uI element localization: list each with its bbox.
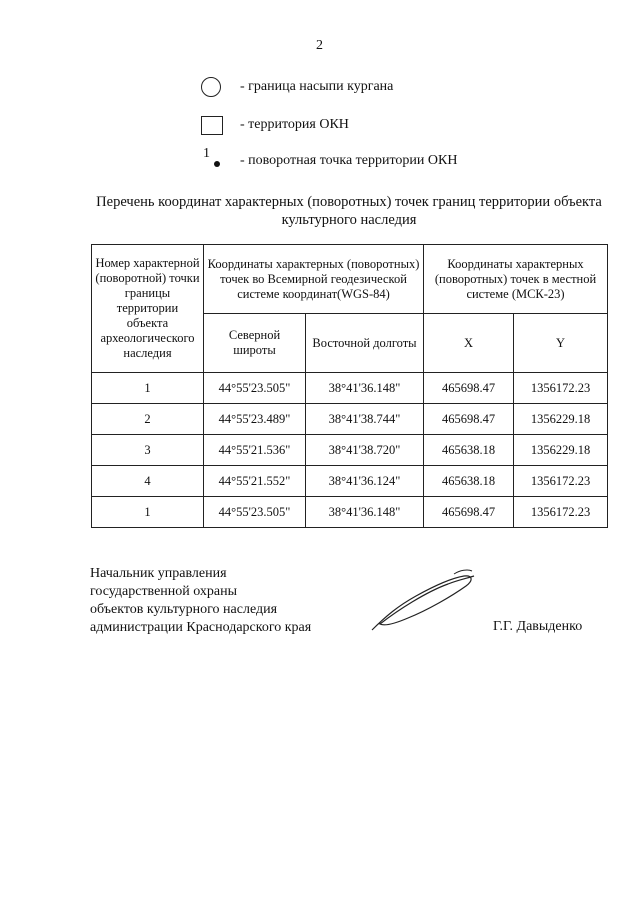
cell-latitude: 44°55'21.536" [204,435,306,466]
circle-icon [200,76,240,98]
cell-longitude: 38°41'38.744" [306,404,424,435]
cell-latitude: 44°55'21.552" [204,466,306,497]
position-line: объектов культурного наследия [90,602,278,617]
cell-point: 4 [92,466,204,497]
cell-x: 465698.47 [424,497,514,528]
cell-y: 1356229.18 [514,435,608,466]
signatory-position [90,565,311,637]
cell-x: 465698.47 [424,404,514,435]
cell-latitude: 44°55'23.505" [204,373,306,404]
cell-y: 1356172.23 [514,373,608,404]
cell-x: 465638.18 [424,466,514,497]
legend-item-mound-boundary [200,76,393,98]
position-line: Начальник управления [90,566,227,581]
header-x: X [424,314,514,373]
cell-longitude: 38°41'36.148" [306,373,424,404]
cell-longitude: 38°41'36.148" [306,497,424,528]
cell-point: 1 [92,497,204,528]
point-number-label: 1 [203,146,210,161]
table-row [92,435,608,466]
table-row [92,497,608,528]
header-wgs84: Координаты характерных (поворотных) точек во Всемирной геодезической системе координат(WGS-84) [204,245,424,314]
square-icon [200,114,240,136]
header-point-number: Номер характерной (поворотной) точки границы территории объекта археологического наследия [92,245,204,373]
header-msk23: Координаты характерных (поворотных) точек в местной системе (МСК-23) [424,245,608,314]
legend-label: - поворотная точка территории ОКН [240,153,458,168]
cell-point: 1 [92,373,204,404]
table-title: Перечень координат характерных (поворотных) точек границ территории объекта культурного наследия [96,194,602,228]
legend-item-turning-point [200,146,458,172]
cell-x: 465638.18 [424,435,514,466]
handwritten-signature [368,566,478,636]
point-icon [200,146,240,172]
legend-label: - граница насыпи кургана [240,79,394,94]
table-row [92,404,608,435]
cell-y: 1356229.18 [514,404,608,435]
page-number: 2 [316,38,323,53]
table-row [92,466,608,497]
cell-x: 465698.47 [424,373,514,404]
legend-label: - территория ОКН [240,117,349,132]
cell-longitude: 38°41'36.124" [306,466,424,497]
cell-longitude: 38°41'38.720" [306,435,424,466]
coordinates-table [91,244,608,528]
table-row [92,373,608,404]
position-line: государственной охраны [90,584,238,599]
header-latitude: Северной широты [204,314,306,373]
cell-y: 1356172.23 [514,497,608,528]
cell-y: 1356172.23 [514,466,608,497]
header-longitude: Восточной долготы [306,314,424,373]
cell-latitude: 44°55'23.489" [204,404,306,435]
cell-latitude: 44°55'23.505" [204,497,306,528]
header-y: Y [514,314,608,373]
cell-point: 2 [92,404,204,435]
legend-item-okn-territory [200,114,349,136]
signatory-name: Г.Г. Давыденко [493,619,583,634]
position-line: администрации Краснодарского края [90,620,312,635]
cell-point: 3 [92,435,204,466]
